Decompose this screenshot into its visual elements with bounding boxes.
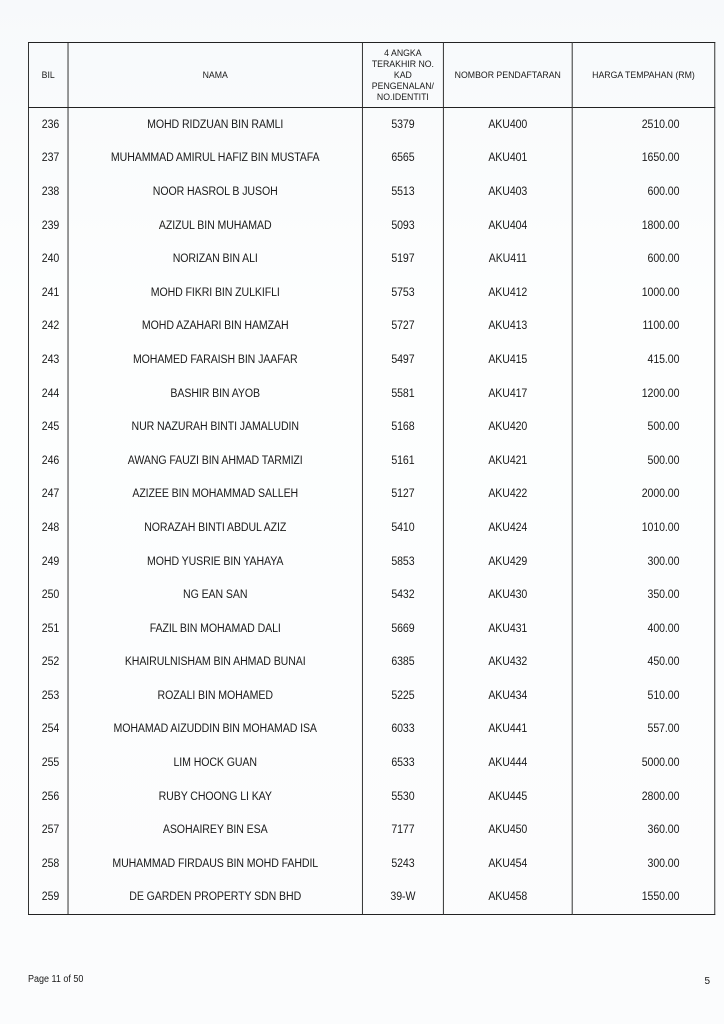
cell-ic: 5225 (362, 679, 443, 713)
table-row (28, 578, 714, 612)
cell-reg: AKU434 (443, 679, 572, 713)
cell-nama: NG EAN SAN (68, 578, 362, 612)
table-row (28, 881, 714, 915)
cell-reg: AKU450 (443, 813, 572, 847)
cell-price: 300.00 (572, 545, 715, 579)
cell-nama: ROZALI BIN MOHAMED (68, 679, 362, 713)
header-price: HARGA TEMPAHAN (RM) (572, 43, 715, 108)
table-header (28, 43, 714, 108)
cell-nama: MUHAMMAD AMIRUL HAFIZ BIN MUSTAFA (68, 142, 362, 176)
table-body (28, 108, 714, 915)
cell-nama: FAZIL BIN MOHAMAD DALI (68, 612, 362, 646)
cell-ic: 6033 (362, 713, 443, 747)
table-row (28, 108, 714, 142)
cell-reg: AKU415 (443, 343, 572, 377)
table-row (28, 780, 714, 814)
cell-price: 1650.00 (572, 142, 715, 176)
cell-reg: AKU431 (443, 612, 572, 646)
cell-ic: 5093 (362, 209, 443, 243)
cell-price: 400.00 (572, 612, 715, 646)
table-row (28, 209, 714, 243)
table-row (28, 142, 714, 176)
cell-bil: 243 (28, 343, 68, 377)
cell-price: 300.00 (572, 847, 715, 881)
cell-ic: 7177 (362, 813, 443, 847)
table-row (28, 813, 714, 847)
cell-nama: DE GARDEN PROPERTY SDN BHD (68, 881, 362, 915)
table-row (28, 612, 714, 646)
table-row (28, 545, 714, 579)
table-row (28, 410, 714, 444)
cell-nama: MOHAMED FARAISH BIN JAAFAR (68, 343, 362, 377)
cell-reg: AKU420 (443, 410, 572, 444)
cell-reg: AKU424 (443, 511, 572, 545)
table-row (28, 310, 714, 344)
table-row (28, 746, 714, 780)
cell-ic: 5727 (362, 310, 443, 344)
cell-bil: 240 (28, 242, 68, 276)
cell-bil: 237 (28, 142, 68, 176)
cell-bil: 251 (28, 612, 68, 646)
cell-reg: AKU430 (443, 578, 572, 612)
cell-bil: 253 (28, 679, 68, 713)
cell-bil: 239 (28, 209, 68, 243)
cell-ic: 5497 (362, 343, 443, 377)
cell-price: 415.00 (572, 343, 715, 377)
cell-reg: AKU412 (443, 276, 572, 310)
header-nama: NAMA (68, 43, 362, 108)
cell-price: 1000.00 (572, 276, 715, 310)
cell-nama: AZIZEE BIN MOHAMMAD SALLEH (68, 478, 362, 512)
cell-price: 1800.00 (572, 209, 715, 243)
cell-ic: 6533 (362, 746, 443, 780)
cell-ic: 5513 (362, 175, 443, 209)
cell-reg: AKU401 (443, 142, 572, 176)
cell-price: 450.00 (572, 646, 715, 680)
cell-bil: 242 (28, 310, 68, 344)
cell-reg: AKU444 (443, 746, 572, 780)
cell-ic: 5161 (362, 444, 443, 478)
table-row (28, 377, 714, 411)
table-row (28, 242, 714, 276)
cell-price: 557.00 (572, 713, 715, 747)
cell-nama: MOHD AZAHARI BIN HAMZAH (68, 310, 362, 344)
table-row (28, 646, 714, 680)
cell-price: 1550.00 (572, 881, 715, 915)
cell-bil: 244 (28, 377, 68, 411)
page-mark: 5 (704, 976, 710, 987)
cell-ic: 5669 (362, 612, 443, 646)
booking-table (28, 42, 715, 915)
cell-reg: AKU441 (443, 713, 572, 747)
cell-ic: 5530 (362, 780, 443, 814)
table-row (28, 175, 714, 209)
cell-price: 360.00 (572, 813, 715, 847)
cell-price: 500.00 (572, 444, 715, 478)
cell-ic: 39-W (362, 881, 443, 915)
cell-ic: 5197 (362, 242, 443, 276)
cell-nama: AZIZUL BIN MUHAMAD (68, 209, 362, 243)
cell-reg: AKU432 (443, 646, 572, 680)
cell-reg: AKU404 (443, 209, 572, 243)
table-row (28, 444, 714, 478)
cell-price: 350.00 (572, 578, 715, 612)
cell-reg: AKU413 (443, 310, 572, 344)
cell-reg: AKU411 (443, 242, 572, 276)
cell-nama: MOHD FIKRI BIN ZULKIFLI (68, 276, 362, 310)
cell-price: 1010.00 (572, 511, 715, 545)
cell-bil: 255 (28, 746, 68, 780)
header-reg: NOMBOR PENDAFTARAN (443, 43, 572, 108)
cell-reg: AKU422 (443, 478, 572, 512)
cell-bil: 250 (28, 578, 68, 612)
cell-nama: NUR NAZURAH BINTI JAMALUDIN (68, 410, 362, 444)
cell-reg: AKU454 (443, 847, 572, 881)
table-row (28, 847, 714, 881)
cell-nama: LIM HOCK GUAN (68, 746, 362, 780)
cell-reg: AKU403 (443, 175, 572, 209)
cell-bil: 249 (28, 545, 68, 579)
cell-bil: 257 (28, 813, 68, 847)
cell-bil: 238 (28, 175, 68, 209)
cell-ic: 6565 (362, 142, 443, 176)
table-row (28, 679, 714, 713)
cell-bil: 259 (28, 881, 68, 915)
table-row (28, 276, 714, 310)
cell-bil: 245 (28, 410, 68, 444)
table-row (28, 478, 714, 512)
cell-nama: NOOR HASROL B JUSOH (68, 175, 362, 209)
header-bil: BIL (28, 43, 68, 108)
cell-ic: 5410 (362, 511, 443, 545)
cell-price: 510.00 (572, 679, 715, 713)
cell-price: 600.00 (572, 242, 715, 276)
cell-nama: BASHIR BIN AYOB (68, 377, 362, 411)
cell-nama: KHAIRULNISHAM BIN AHMAD BUNAI (68, 646, 362, 680)
cell-reg: AKU400 (443, 108, 572, 142)
cell-bil: 256 (28, 780, 68, 814)
cell-ic: 5243 (362, 847, 443, 881)
cell-nama: MUHAMMAD FIRDAUS BIN MOHD FAHDIL (68, 847, 362, 881)
cell-nama: MOHAMAD AIZUDDIN BIN MOHAMAD ISA (68, 713, 362, 747)
cell-price: 1100.00 (572, 310, 715, 344)
cell-nama: MOHD YUSRIE BIN YAHAYA (68, 545, 362, 579)
cell-nama: AWANG FAUZI BIN AHMAD TARMIZI (68, 444, 362, 478)
cell-reg: AKU417 (443, 377, 572, 411)
cell-price: 1200.00 (572, 377, 715, 411)
cell-price: 2000.00 (572, 478, 715, 512)
cell-nama: RUBY CHOONG LI KAY (68, 780, 362, 814)
cell-bil: 248 (28, 511, 68, 545)
cell-ic: 5581 (362, 377, 443, 411)
cell-ic: 5853 (362, 545, 443, 579)
cell-bil: 258 (28, 847, 68, 881)
cell-bil: 254 (28, 713, 68, 747)
cell-ic: 5379 (362, 108, 443, 142)
cell-price: 600.00 (572, 175, 715, 209)
table-row (28, 713, 714, 747)
table-row (28, 511, 714, 545)
cell-reg: AKU445 (443, 780, 572, 814)
cell-ic: 5753 (362, 276, 443, 310)
cell-bil: 241 (28, 276, 68, 310)
header-ic: 4 ANGKA TERAKHIR NO. KAD PENGENALAN/ NO.IDENTITI (362, 43, 443, 108)
cell-bil: 236 (28, 108, 68, 142)
cell-nama: NORIZAN BIN ALI (68, 242, 362, 276)
cell-ic: 6385 (362, 646, 443, 680)
cell-price: 2510.00 (572, 108, 715, 142)
cell-price: 500.00 (572, 410, 715, 444)
cell-reg: AKU458 (443, 881, 572, 915)
cell-ic: 5127 (362, 478, 443, 512)
cell-price: 5000.00 (572, 746, 715, 780)
cell-nama: ASOHAIREY BIN ESA (68, 813, 362, 847)
cell-reg: AKU421 (443, 444, 572, 478)
page-number: Page 11 of 50 (28, 974, 84, 985)
cell-price: 2800.00 (572, 780, 715, 814)
cell-bil: 252 (28, 646, 68, 680)
cell-nama: NORAZAH BINTI ABDUL AZIZ (68, 511, 362, 545)
cell-ic: 5432 (362, 578, 443, 612)
cell-nama: MOHD RIDZUAN BIN RAMLI (68, 108, 362, 142)
table-row (28, 343, 714, 377)
cell-reg: AKU429 (443, 545, 572, 579)
cell-bil: 247 (28, 478, 68, 512)
cell-ic: 5168 (362, 410, 443, 444)
cell-bil: 246 (28, 444, 68, 478)
